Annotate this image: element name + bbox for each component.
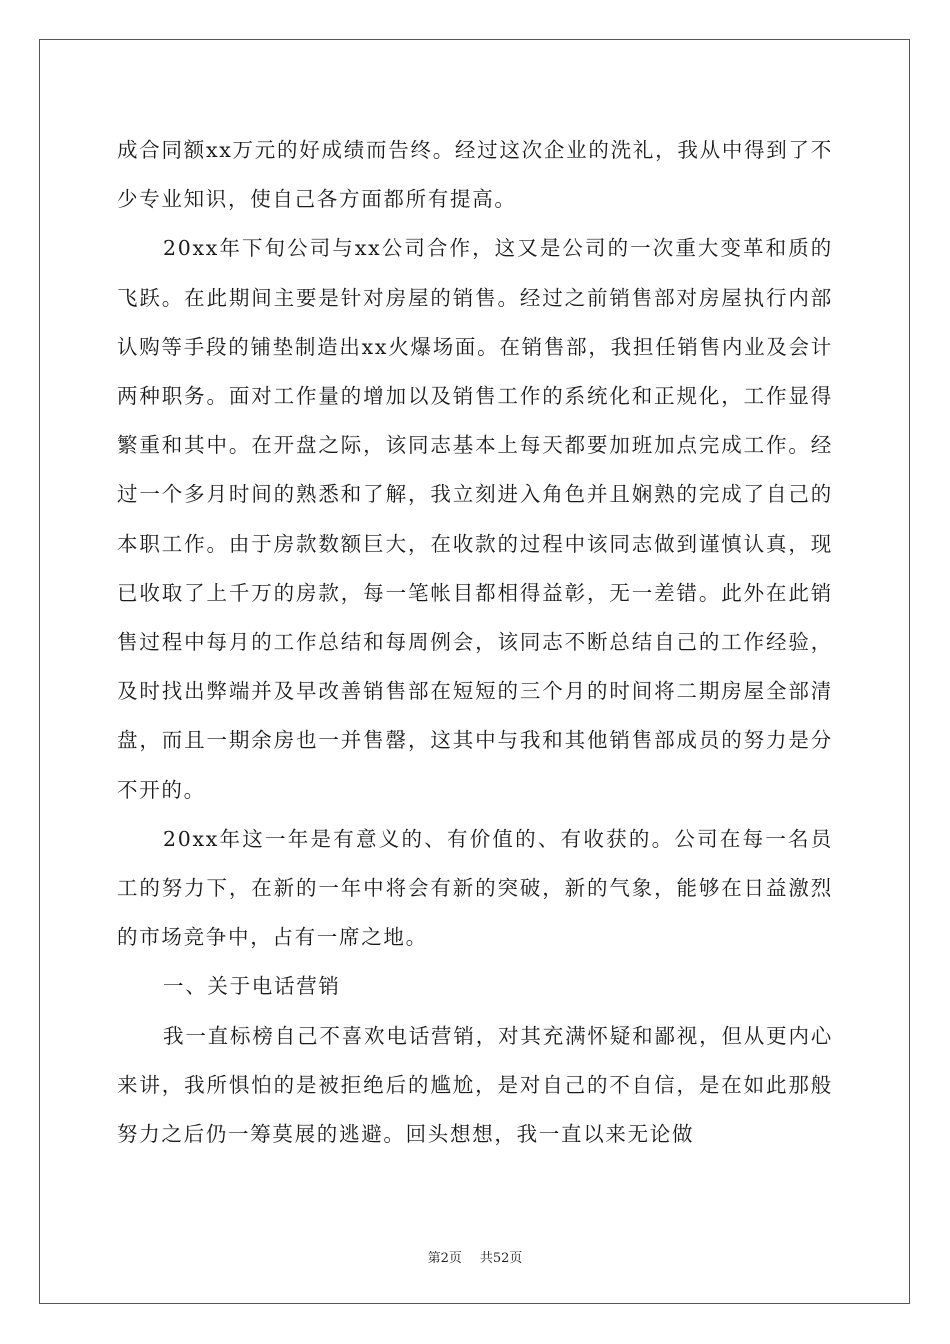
page-footer xyxy=(0,1247,950,1266)
section-heading-telemarketing: 一、关于电话营销 xyxy=(163,974,341,999)
total-pages: 共52页 xyxy=(479,1251,523,1266)
paragraph-3: 20xx年这一年是有意义的、有价值的、有收获的。公司在每一名员工的努力下，在新的一年中将会有新的突破，新的气象，能够在日益激烈的市场竞争中，占有一席之地。 xyxy=(117,826,833,950)
paragraph-4: 我一直标榜自己不喜欢电话营销，对其充满怀疑和鄙视，但从更内心来讲，我所惧怕的是被拒绝后的尴尬，是对自己的不自信，是在如此那般努力之后仍一筹莫展的逃避。回头想想，我一直以来无论做 xyxy=(117,1023,833,1147)
document-body xyxy=(117,126,833,1159)
page-number: 第2页 xyxy=(427,1251,462,1266)
paragraph-2: 20xx年下旬公司与xx公司合作，这又是公司的一次重大变革和质的飞跃。在此期间主要是针对房屋的销售。经过之前销售部对房屋执行内部认购等手段的铺垫制造出xx火爆场面。在销售部，我担任销售内业及会计两种职务。面对工作量的增加以及销售工作的系统化和正规化，工作显得繁重和其中。在开盘之际，该同志基本上每天都要加班加点完成工作。经过一个多月时间的熟悉和了解，我立刻进入角色并且娴熟的完成了自己的本职工作。由于房款数额巨大，在收款的过程中该同志做到谨慎认真，现已收取了上千万的房款，每一笔帐目都相得益彰，无一差错。此外在此销售过程中每月的工作总结和每周例会，该同志不断总结自己的工作经验，及时找出弊端并及早改善销售部在短短的三个月的时间将二期房屋全部清盘，而且一期余房也一并售罄，这其中与我和其他销售部成员的努力是分不开的。 xyxy=(117,236,833,802)
paragraph-1: 成合同额xx万元的好成绩而告终。经过这次企业的洗礼，我从中得到了不少专业知识，使自己各方面都所有提高。 xyxy=(117,138,833,212)
